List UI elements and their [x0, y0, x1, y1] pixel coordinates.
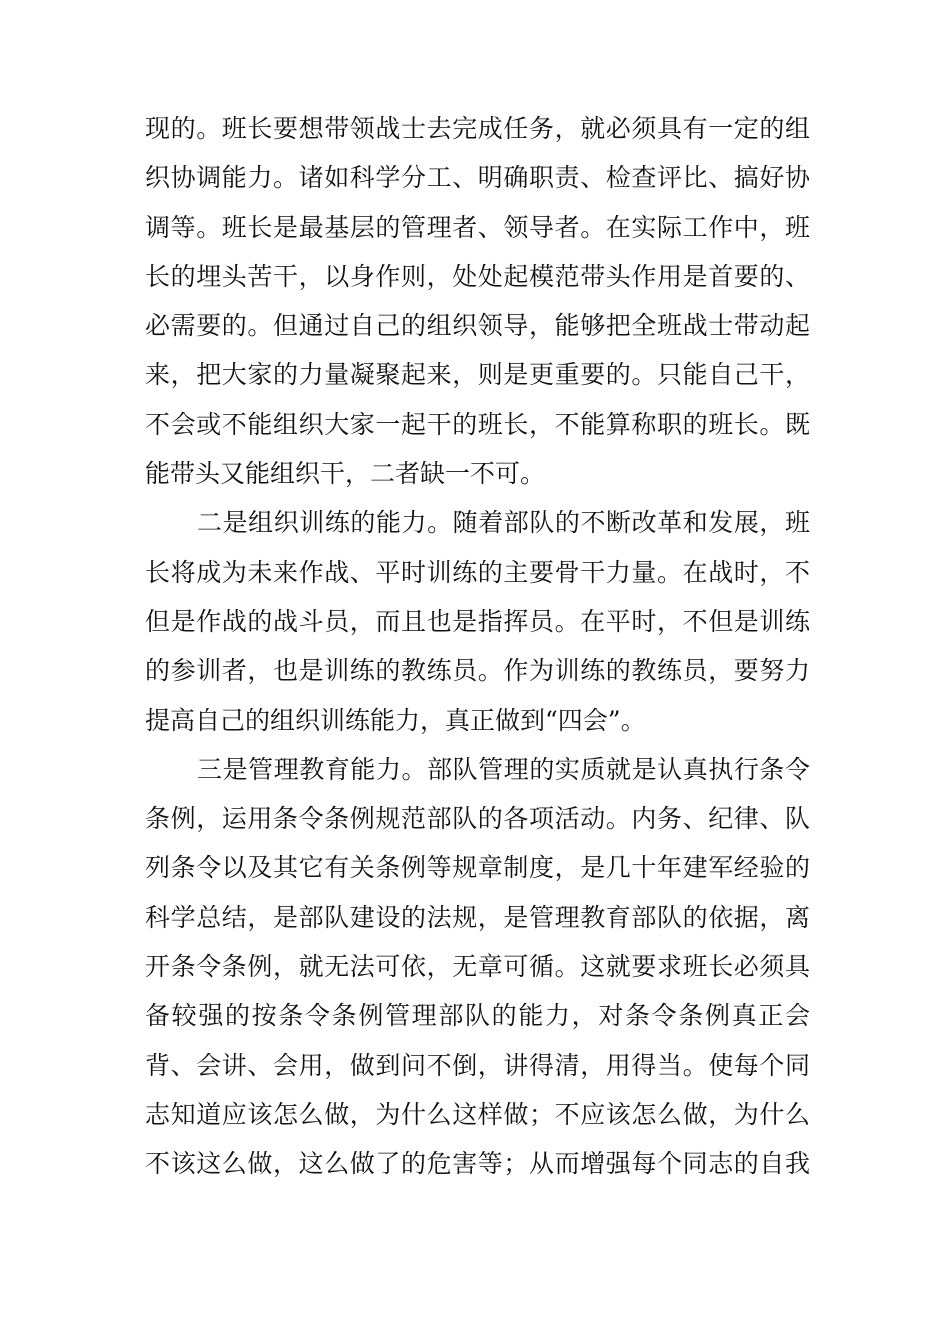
text-line: 条例，运用条令条例规范部队的各项活动。内务、纪律、队	[145, 804, 810, 834]
text-line: 长的埋头苦干，以身作则，处处起模范带头作用是首要的、	[145, 261, 810, 291]
text-line: 不该这么做，这么做了的危害等；从而增强每个同志的自我	[145, 1149, 810, 1179]
text-line: 开条令条例，就无法可依，无章可循。这就要求班长必须具	[145, 952, 810, 982]
text-line: 长将成为未来作战、平时训练的主要骨干力量。在战时，不	[145, 557, 810, 587]
body-text	[145, 104, 810, 1189]
text-line: 备较强的按条令条例管理部队的能力，对条令条例真正会	[145, 1001, 810, 1031]
text-line: 织协调能力。诸如科学分工、明确职责、检查评比、搞好协	[145, 163, 810, 193]
text-line: 的参训者，也是训练的教练员。作为训练的教练员，要努力	[145, 656, 810, 686]
paragraph-first-line: 二是组织训练的能力。随着部队的不断改革和发展，班	[197, 508, 810, 538]
text-line: 科学总结，是部队建设的法规，是管理教育部队的依据，离	[145, 902, 810, 932]
text-line: 能带头又能组织干，二者缺一不可。	[145, 459, 546, 489]
text-line: 列条令以及其它有关条例等规章制度，是几十年建军经验的	[145, 853, 810, 883]
text-line: 必需要的。但通过自己的组织领导，能够把全班战士带动起	[145, 311, 810, 341]
text-line: 但是作战的战斗员，而且也是指挥员。在平时，不但是训练	[145, 606, 810, 636]
text-line: 志知道应该怎么做，为什么这样做；不应该怎么做，为什么	[145, 1099, 810, 1129]
text-line: 不会或不能组织大家一起干的班长，不能算称职的班长。既	[145, 409, 810, 439]
text-line: 提高自己的组织训练能力，真正做到“四会”。	[145, 705, 646, 735]
text-line: 调等。班长是最基层的管理者、领导者。在实际工作中，班	[145, 212, 810, 242]
text-line: 现的。班长要想带领战士去完成任务，就必须具有一定的组	[145, 114, 810, 143]
paragraph-first-line: 三是管理教育能力。部队管理的实质就是认真执行条令	[197, 754, 810, 784]
text-line: 来，把大家的力量凝聚起来，则是更重要的。只能自己干，	[145, 360, 810, 390]
text-line: 背、会讲、会用，做到问不倒，讲得清，用得当。使每个同	[145, 1050, 810, 1080]
